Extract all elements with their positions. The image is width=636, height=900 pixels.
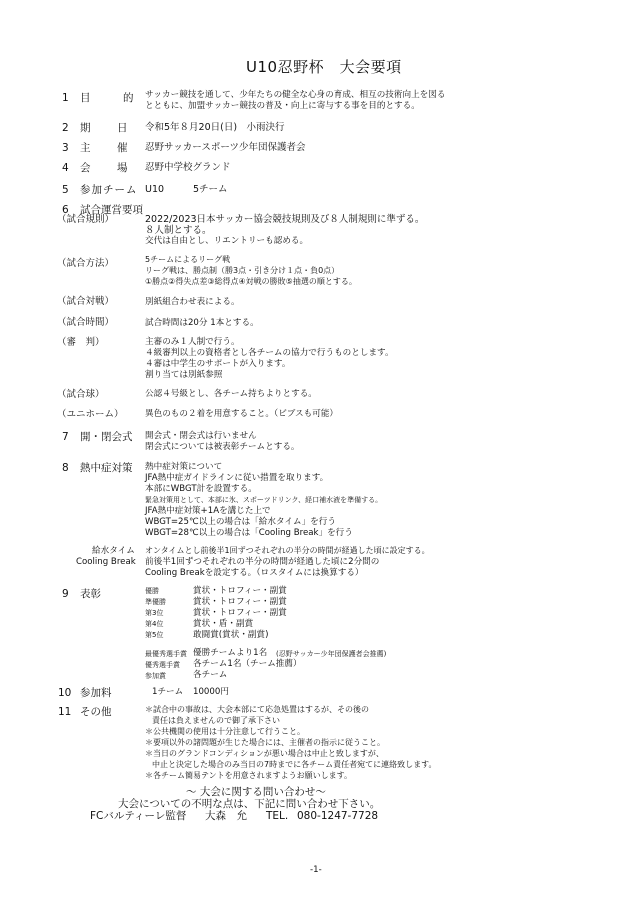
section-label: 試合運営要項 [80,204,143,216]
sub-label: （試合方法） [57,258,115,269]
section-label: 開・閉会式 [80,431,133,443]
award-place: 第4位 [145,620,164,628]
text-line: ＊当日のグランドコンディションが悪い場合は中止と致しますが、 [145,749,384,758]
award-prize: 賞状・トロフィー・副賞 [193,586,287,596]
text-line: WBGT=28℃以上の場合は「Cooling Break」を行う [145,528,353,538]
coach-name: 大森 允 [205,810,247,822]
award-place: 準優勝 [145,598,166,606]
sub-label: （試合球） [57,389,105,400]
award-place: 第5位 [145,631,164,639]
section-number: 1 [62,92,69,104]
text-line: 前後半1回ずつそれぞれの半分の時間が経過した頃に2分間の [145,557,380,567]
text-line: 試合時間は20分 1本とする。 [145,318,259,328]
award-prize: 賞状・トロフィー・副賞 [193,608,287,618]
text-line: 公認４号級とし、各チーム持ちよりとする。 [145,389,317,399]
text-line: ４級審判以上の資格者とし各チームの協力で行うものとします。 [145,348,394,358]
text-line: WBGT=25℃以上の場合は「給水タイム」を行う [145,517,336,527]
text-line: ＊公共機関の使用は十分注意して行うこと。 [145,727,305,736]
date-value: 令和5年８月20日(日) 小雨決行 [145,122,285,133]
text-line: JFA熱中症ガイドラインに従い措置を取ります。 [145,473,329,483]
teams-value: 5チーム [193,184,228,195]
section-number: 3 [62,142,69,154]
award-place: 第3位 [145,609,164,617]
sub-label: （試合規則） [57,214,115,225]
text-line: 5チームによるリーグ戦 [145,255,231,264]
section-label: 表彰 [80,588,101,600]
text-line: 交代は自由とし、リエントリーも認める。 [145,236,309,246]
sub-label: （試合時間） [57,317,115,328]
player-award-value: 優勝チームより1名 [193,648,268,658]
text-line: 別紙組合わせ表による。 [145,297,240,307]
text-line: オンタイムとし前後半1回ずつそれぞれの半分の時間が経過した頃に設定する。 [145,546,430,555]
player-award-note: (忍野サッカー少年団保護者会推薦) [276,650,387,658]
sub-label: （試合対戦） [57,296,115,307]
player-award-value: 各チーム [193,670,228,680]
text-line: リーグ戦は、勝点制（勝3点・引き分け１点・負0点） [145,266,340,275]
break-label: 給水タイム [92,546,135,556]
text-line: 2022/2023日本サッカー協会競技規則及び８人制規則に準ずる。 [145,214,425,225]
text-line: ４審は中学生のサポートが入ります。 [145,359,291,369]
section-label: 目 的 [80,92,145,104]
section-label: 参加チーム [80,184,138,196]
section-number: 5 [62,184,69,196]
contact-header: ～ 大会に関する問い合わせ～ [186,786,326,798]
text-line: ８人制とする。 [145,225,212,236]
text-line: ＊試合中の事故は、大会本部にて応急処置はするが、その後の [145,705,369,714]
break-label: Cooling Break [76,557,136,567]
award-prize: 賞状・盾・副賞 [193,619,254,629]
text-line: ＊各チーム簡易テントを用意されますようお願いします。 [145,771,352,780]
text-line: とともに、加盟サッカー競技の普及・向上に寄与する事を目的とする。 [145,101,420,111]
player-award-value: 各チーム1名（チーム推薦） [193,659,302,669]
text-line: 中止と決定した場合のみ当日の7時までに各チーム責任者宛てに連絡致します。 [152,760,437,769]
text-line: 主審のみ１人制で行う。 [145,337,240,347]
organizer-value: 忍野サッカースポーツ少年団保護者会 [145,142,306,153]
text-line: 閉会式については被表彰チームとする。 [145,442,300,452]
section-number: 4 [62,162,69,174]
section-number: 9 [62,588,69,600]
text-line: 責任は負えませんので御了承下さい [152,716,280,725]
text-line: ＊要項以外の諸問題が生じた場合には、主催者の指示に従うこと。 [145,738,385,747]
text-line: 熱中症対策について [145,462,223,472]
fee-unit: 1チーム [152,687,184,697]
section-label: 熱中症対策 [80,462,133,474]
tel-number: 080-1247-7728 [297,810,379,822]
text-line: 本部にWBGT計を設置する。 [145,484,257,494]
venue-value: 忍野中学校グランド [145,162,231,173]
text-line: 緊急対策用として、本部に氷、スポーツドリンク、経口補水液を準備する。 [145,496,383,504]
section-number: 2 [62,122,69,134]
player-award-label: 優秀選手賞 [145,661,180,669]
text-line: Cooling Breakを設定する。（ロスタイムには換算する） [145,568,364,578]
page-number: -1- [310,865,322,875]
text-line: サッカー競技を通して、少年たちの健全な心身の育成、相互の技術向上を図る [145,90,446,100]
text-line: ①勝点②得失点差③総得点④対戦の勝敗⑤抽選の順とする。 [145,277,357,286]
section-label: その他 [80,706,112,718]
award-prize: 賞状・トロフィー・副賞 [193,597,287,607]
player-award-label: 最優秀選手賞 [145,650,187,658]
text-line: 開会式・閉会式は行いません [145,431,257,441]
award-place: 優勝 [145,587,159,595]
section-label: 会 場 [80,162,136,174]
contact-line: 大会についての不明な点は、下記に問い合わせ下さい。 [118,798,381,810]
sub-label: （ユニホーム） [57,409,124,420]
section-number: 8 [62,462,69,474]
award-prize: 敢闘賞(賞状・副賞) [193,630,269,640]
section-label: 参加料 [80,687,112,699]
section-label: 主 催 [80,142,136,154]
section-label: 期 日 [80,122,136,134]
page-title: U10忍野杯 大会要項 [246,58,402,76]
coach-title: FCバルティーレ監督 [90,810,187,822]
sub-label: （審 判） [57,337,105,348]
category-value: U10 [145,184,165,195]
text-line: 割り当ては別紙参照 [145,370,223,380]
section-number: 6 [62,204,69,216]
text-line: 異色のもの２着を用意すること。（ビブスも可能） [145,409,339,419]
section-number: 7 [62,431,69,443]
player-award-label: 参加賞 [145,672,166,680]
section-number: 10 [58,687,72,699]
fee-amount: 10000円 [193,687,229,697]
tel-label: TEL. [266,810,289,822]
section-number: 11 [58,706,72,718]
text-line: JFA熱中症対策+1Aを講じた上で [145,506,271,516]
